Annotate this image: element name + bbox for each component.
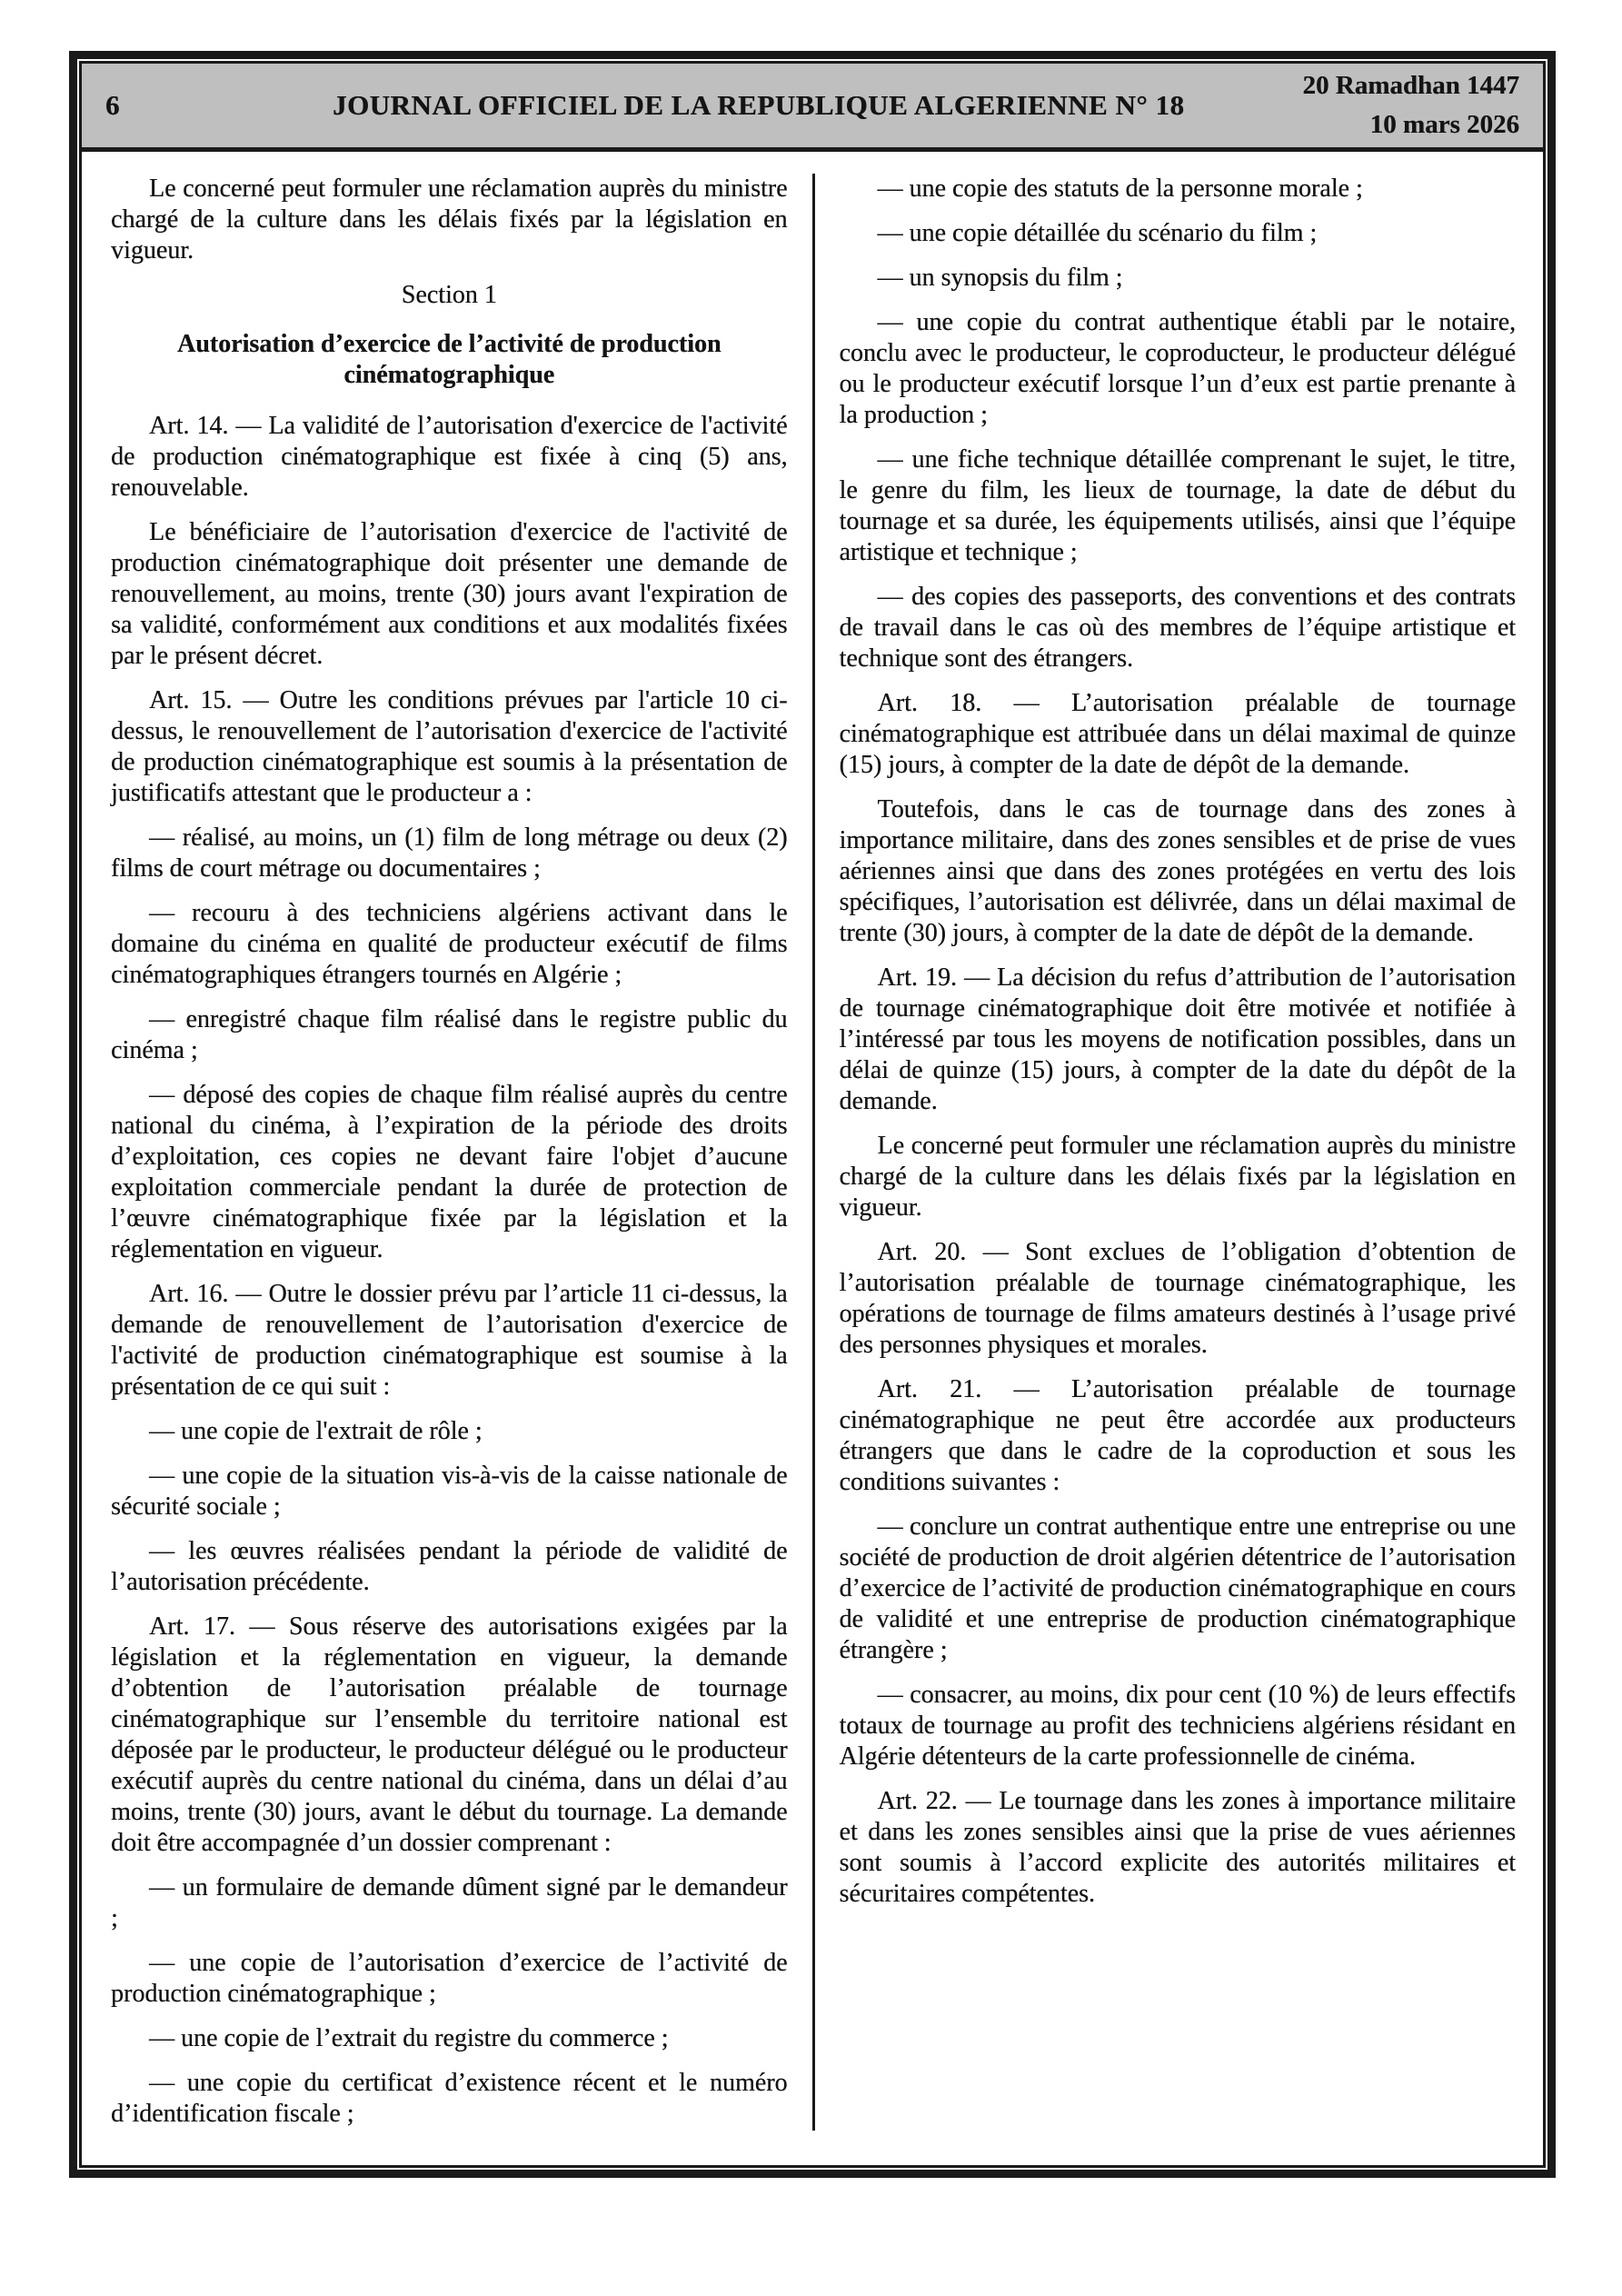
paragraph: Le concerné peut formuler une réclamation auprès du ministre chargé de la culture dans les délais fixés par la législation en vigueur. [839,1132,1516,1222]
dash-item: — déposé des copies de chaque film réalisé auprès du centre national du cinéma, à l’expiration de la période des droits d’exploitation, ces copies ne devant faire l'objet d’aucune exploitation commerciale pendant la durée de protection de l’œuvre cinématographique fixée par la législation et la réglementation en vigueur. [111,1081,788,1263]
page-body [82,152,1543,2165]
paragraph: Le concerné peut formuler une réclamation auprès du ministre chargé de la culture dans les délais fixés par la législation en vigueur. [111,175,788,265]
paragraph: Art. 20. — Sont exclues de l’obligation d’obtention de l’autorisation préalable de tournage cinématographique, les opérations de tournage de films amateurs destinés à l’usage privé des personnes physiques et morales. [839,1238,1516,1359]
left-column [111,174,788,2165]
page-header [82,64,1543,152]
page-frame-inner [79,61,1546,2168]
paragraph: Art. 17. — Sous réserve des autorisations exigées par la législation et la réglementation en vigueur, la demande d’obtention de l’autorisation préalable de tournage cinématographique sur l’ensemble du territoire national est déposée par le producteur, le producteur délégué ou le producteur exécutif auprès du centre national du cinéma, dans un délai d’au moins, trente (30) jours, avant le début du tournage. La demande doit être accompagnée d’un dossier comprenant : [111,1612,788,1857]
dash-item: — recouru à des techniciens algériens activant dans le domaine du cinéma en qualité de producteur exécutif de films cinématographiques étrangers tournés en Algérie ; [111,899,788,989]
paragraph: Art. 22. — Le tournage dans les zones à importance militaire et dans les zones sensibles ainsi que la prise de vues aériennes sont soumis à l’accord explicite des autorités militaires et sécuritaires compétentes. [839,1787,1516,1908]
dash-item: — une copie de la situation vis-à-vis de la caisse nationale de sécurité sociale ; [111,1462,788,1521]
dash-item: — enregistré chaque film réalisé dans le registre public du cinéma ; [111,1005,788,1064]
paragraph: Art. 14. — La validité de l’autorisation d'exercice de l'activité de production cinématographique est fixée à cinq (5) ans, renouvelable. [111,412,788,502]
issue-dates [1303,66,1520,145]
dash-item: — une copie de l’extrait du registre du commerce ; [149,2024,669,2052]
section-title: Autorisation d’exercice de l’activité de production cinématographique [176,330,721,389]
section-label: Section 1 [401,281,497,309]
dash-item: — les œuvres réalisées pendant la période de validité de l’autorisation précédente. [111,1537,788,1596]
dash-item: — une copie détaillée du scénario du film ; [877,219,1318,247]
dash-item: — un synopsis du film ; [877,264,1123,292]
paragraph: Art. 16. — Outre le dossier prévu par l’article 11 ci-dessus, la demande de renouvellement de l’autorisation d'exercice de l'activité de production cinématographique est soumise à la présentation de ce qui suit : [111,1280,788,1401]
dash-item: — réalisé, au moins, un (1) film de long métrage ou deux (2) films de court métrage ou documentaires ; [111,824,788,883]
paragraph: Art. 21. — L’autorisation préalable de tournage cinématographique ne peut être accordée aux producteurs étrangers que dans le cadre de la coproduction et sous les conditions suivantes : [839,1375,1516,1496]
date-gregorian: 10 mars 2026 [1369,110,1519,139]
dash-item: — conclure un contrat authentique entre une entreprise ou une société de production de droit algérien détentrice de l’autorisation d’exercice de l’activité de production cinématographique en cours de validité et une entreprise de production cinématographique étrangère ; [839,1512,1516,1664]
paragraph: Toutefois, dans le cas de tournage dans des zones à importance militaire, dans des zones sensibles et de prise de vues aériennes ainsi que dans des zones protégées en vertu des lois spécifiques, l’autorisation est délivrée, dans un délai maximal de trente (30) jours, à compter de la date de dépôt de la demande. [839,795,1516,947]
paragraph: Art. 15. — Outre les conditions prévues par l'article 10 ci-dessus, le renouvellement de l’autorisation d'exercice de l'activité de production cinématographique est soumis à la présentation de justificatifs attestant que le producteur a : [111,686,788,807]
dash-item: — des copies des passeports, des conventions et des contrats de travail dans le cas où des membres de l’équipe artistique et technique sont des étrangers. [839,583,1516,673]
column-divider [812,174,815,2131]
dash-item: — une copie de l’autorisation d’exercice de l’activité de production cinématographique ; [111,1949,788,2008]
dash-item: — une copie du contrat authentique établi par le notaire, conclu avec le producteur, le coproducteur, le producteur délégué ou le producteur exécutif lorsque l’un d’eux est partie prenante à la production ; [839,308,1516,429]
dash-item: — un formulaire de demande dûment signé par le demandeur ; [111,1873,788,1932]
page-frame [69,51,1556,2178]
paragraph: Art. 18. — L’autorisation préalable de tournage cinématographique est attribuée dans un délai maximal de quinze (15) jours, à compter de la date de dépôt de la demande. [839,689,1516,779]
journal-title: JOURNAL OFFICIEL DE LA REPUBLIQUE ALGERIENNE N° 18 [333,89,1185,121]
dash-item: — une fiche technique détaillée comprenant le sujet, le titre, le genre du film, les lieux de tournage, la date de début du tournage et sa durée, les équipements utilisés, ainsi que l’équipe artistique et technique ; [839,445,1516,566]
dash-item: — une copie des statuts de la personne morale ; [877,175,1363,203]
right-column [840,174,1517,2165]
dash-item: — une copie du certificat d’existence récent et le numéro d’identification fiscale ; [111,2069,788,2128]
paragraph: Le bénéficiaire de l’autorisation d'exercice de l'activité de production cinématographique doit présenter une demande de renouvellement, au moins, trente (30) jours avant l'expiration de sa validité, conformément aux conditions et aux modalités fixées par le présent décret. [111,518,788,670]
dash-item: — une copie de l'extrait de rôle ; [149,1417,483,1445]
dash-item: — consacrer, au moins, dix pour cent (10 %) de leurs effectifs totaux de tournage au profit des techniciens algériens résidant en Algérie détenteurs de la carte professionnelle de cinéma. [839,1681,1516,1771]
page-number: 6 [105,89,120,121]
date-hijri: 20 Ramadhan 1447 [1302,71,1519,100]
paragraph: Art. 19. — La décision du refus d’attribution de l’autorisation de tournage cinématographique doit être motivée et notifiée à l’intéressé par tous les moyens de notification possibles, dans un délai de quinze (15) jours, à compter de la date du dépôt de la demande. [839,963,1516,1115]
